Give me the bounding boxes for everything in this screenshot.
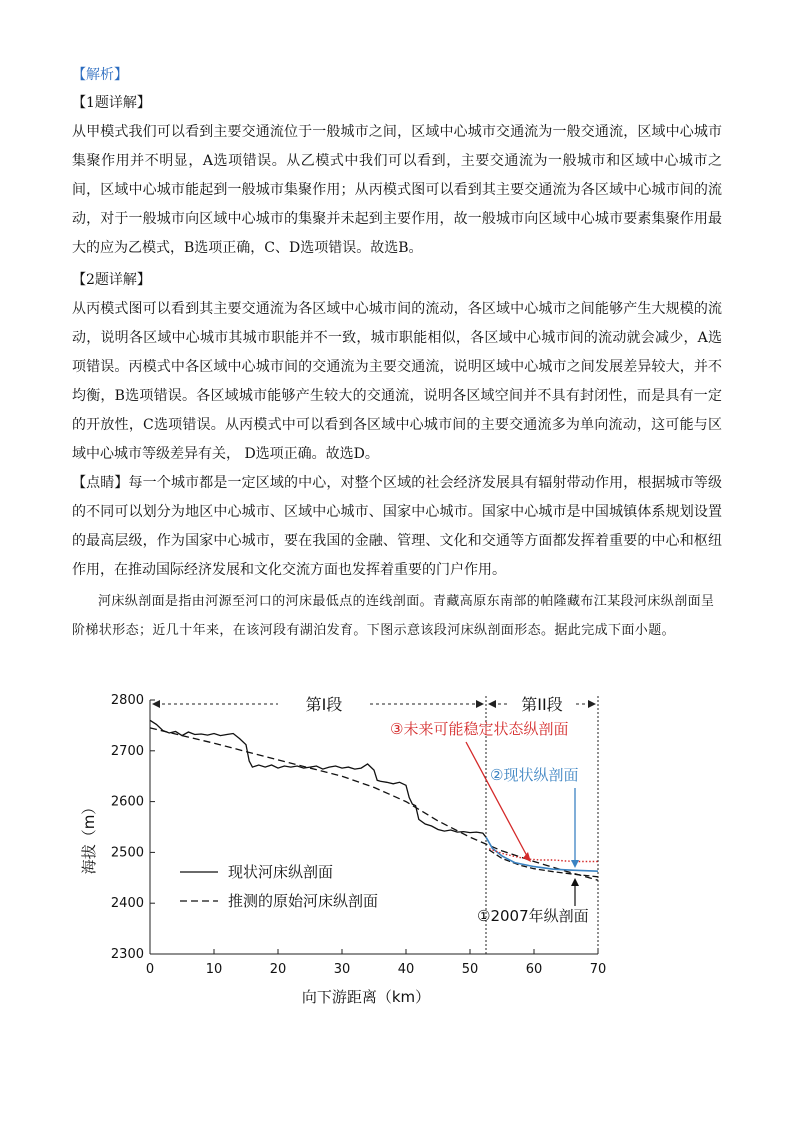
q1-heading: 【1题详解】 bbox=[72, 95, 151, 111]
current-profile-label: ②现状纵剖面 bbox=[490, 766, 579, 784]
current-pointer-arrowhead bbox=[571, 860, 579, 868]
riverbed-profile-chart bbox=[72, 684, 632, 1024]
chart-svg bbox=[72, 684, 632, 1024]
tip-body: 每一个城市都是一定区域的中心，对整个区域的社会经济发展具有辐射带动作用，根据城市等级的不同可以划分为地区中心城市、区域中心城市、国家中心城市。国家中心城市是中国城镇体系规划设置的最高层级，作为国家中心城市，要在我国的金融、管理、文化和交通等方面都发挥着重要的中心和枢纽作用，在推动国际经济发展和文化交流方面也发挥着重要的门户作用。 bbox=[72, 475, 723, 578]
segment1-arrowhead-left bbox=[152, 700, 160, 708]
y-tick-label: 2800 bbox=[110, 693, 144, 708]
profile-2007-line bbox=[489, 850, 598, 877]
legend-original-riverbed: 推测的原始河床纵剖面 bbox=[228, 892, 379, 910]
future-profile-label: ③未来可能稳定状态纵剖面 bbox=[390, 720, 569, 738]
segment2-arrowhead-right bbox=[588, 700, 596, 708]
x-tick-label: 20 bbox=[269, 962, 287, 977]
tip-paragraph bbox=[72, 469, 722, 585]
future-pointer-arrowhead bbox=[523, 852, 531, 862]
x-tick-label: 0 bbox=[145, 962, 155, 977]
profile-2007-label: ①2007年纵剖面 bbox=[477, 907, 589, 925]
profile-2007-pointer-arrowhead bbox=[571, 878, 579, 886]
x-tick-label: 70 bbox=[589, 962, 607, 977]
x-tick-label: 50 bbox=[461, 962, 479, 977]
y-tick-label: 2300 bbox=[110, 947, 144, 962]
y-tick-label: 2500 bbox=[110, 845, 144, 861]
x-tick-label: 30 bbox=[333, 962, 351, 977]
analysis-section bbox=[72, 64, 722, 645]
y-tick-label: 2600 bbox=[110, 794, 144, 810]
y-tick-label: 2400 bbox=[110, 896, 144, 912]
x-tick-label: 60 bbox=[525, 962, 543, 977]
tip-heading: 【点睛】 bbox=[72, 475, 129, 491]
y-tick-label: 2700 bbox=[110, 743, 144, 759]
q2-explanation: 从丙模式图可以看到其主要交通流为各区域中心城市间的流动，各区域中心城市之间能够产生大规模的流动，说明各区域中心城市其城市职能并不一致，城市职能相似，各区域中心城市间的流动就会减少，A选项错误。丙模式中各区域中心城市间的交通流为主要交通流，说明区域中心城市之间发展差异较大，并不均衡，B选项错误。各区域城市能够产生较大的交通流，说明各区域空间并不具有封闭性，而是具有一定的开放性，C选项错误。从丙模式中可以看到各区域中心城市间的主要交通流多为单向流动，这可能与区域中心城市等级差异有关， D选项正确。故选D。 bbox=[72, 301, 722, 462]
q2-heading: 【2题详解】 bbox=[72, 272, 151, 288]
segment2-label: 第II段 bbox=[521, 695, 563, 714]
segment1-label: 第I段 bbox=[305, 695, 343, 714]
q1-explanation: 从甲模式我们可以看到主要交通流位于一般城市之间，区域中心城市交通流为一般交通流，区域中心城市集聚作用并不明显，A选项错误。从乙模式中我们可以看到，主要交通流为一般城市和区域中心城市之间，区域中心城市能起到一般城市集聚作用；从丙模式图可以看到其主要交通流为各区域中心城市间的流动，对于一般城市向区域中心城市的集聚并未起到主要作用，故一般城市向区域中心城市要素集聚作用最大的应为乙模式，B选项正确，C、D选项错误。故选B。 bbox=[72, 124, 722, 256]
x-tick-label: 40 bbox=[397, 962, 415, 977]
x-tick-label: 10 bbox=[205, 962, 223, 977]
original-profile-line bbox=[150, 728, 598, 880]
x-axis-title: 向下游距离（km） bbox=[301, 988, 431, 1006]
legend-current-riverbed: 现状河床纵剖面 bbox=[228, 863, 334, 881]
segment1-arrowhead-right bbox=[476, 700, 484, 708]
y-axis-title: 海拔（m） bbox=[80, 799, 98, 875]
question-intro: 河床纵剖面是指由河源至河口的河床最低点的连线剖面。青藏高原东南部的帕隆藏布江某段河床纵剖面呈阶梯状形态；近几十年来，在该河段有湖泊发育。下图示意该段河床纵剖面形态。据此完成下面小题。 bbox=[72, 594, 715, 638]
analysis-tag: 【解析】 bbox=[72, 67, 128, 83]
